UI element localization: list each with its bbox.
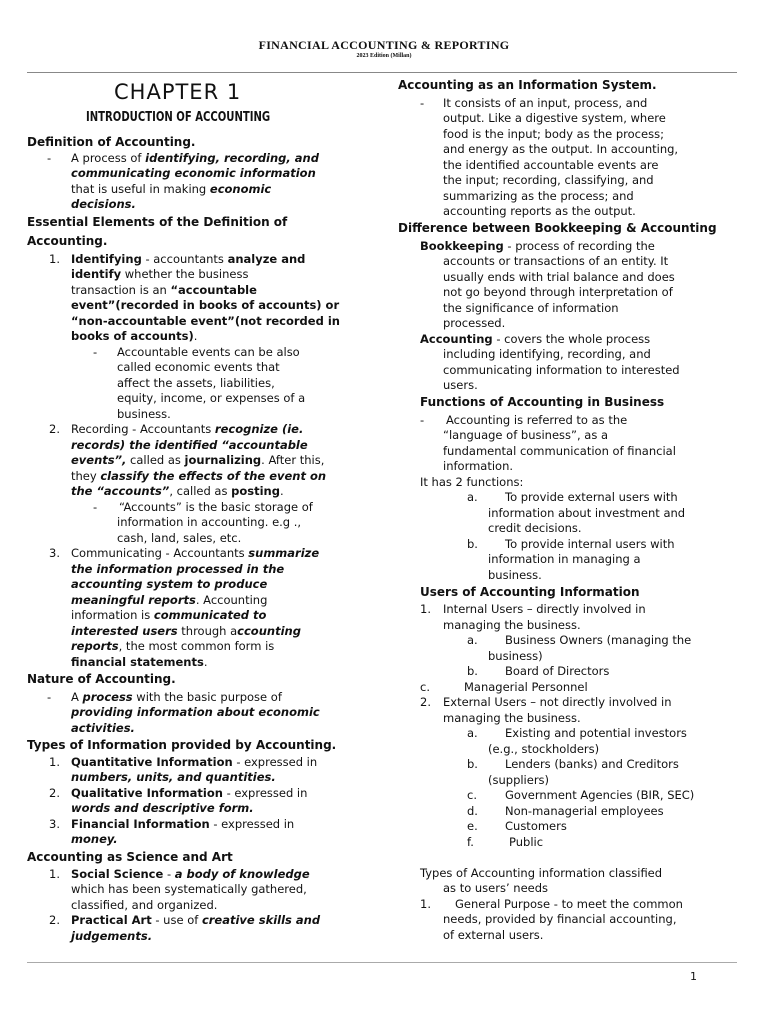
text-line: cash, land, sales, etc.	[117, 531, 242, 545]
list-letter: b.	[467, 757, 478, 771]
text-line: Non-managerial employees	[505, 804, 664, 818]
text-line: needs, provided by financial accounting,	[443, 912, 677, 926]
list-letter: a.	[467, 633, 478, 647]
text-line: as to users’ needs	[443, 881, 549, 895]
text-line: decisions.	[71, 197, 136, 211]
text-line: the identified accountable events are	[443, 158, 659, 172]
text-line: information about investment and	[488, 506, 686, 520]
list-number: 3.	[49, 546, 60, 560]
section-heading: Accounting as Science and Art	[27, 850, 233, 864]
text-line: Recording - Accountants recognize (ie.	[71, 422, 304, 436]
text-line: event”(recorded in books of accounts) or	[71, 298, 340, 312]
text-line: and energy as the output. In accounting,	[443, 142, 679, 156]
list-letter: d.	[467, 804, 478, 818]
list-number: 2.	[49, 913, 60, 927]
text-line: Financial Information - expressed in	[71, 817, 295, 831]
text-line: food is the input; body as the process;	[443, 127, 664, 141]
list-number: 2.	[420, 695, 431, 709]
list-number: 2.	[49, 786, 60, 800]
text-line: (suppliers)	[488, 773, 550, 787]
text-line: output. Like a digestive system, where	[443, 111, 666, 125]
list-number: 3.	[49, 817, 60, 831]
text-line: fundamental communication of financial	[443, 444, 676, 458]
text-line: which has been systematically gathered,	[71, 882, 307, 896]
text-line: the “accounts”, called as posting.	[71, 484, 284, 498]
text-line: interested users through accounting	[71, 624, 301, 638]
text-line: business)	[488, 649, 543, 663]
text-line: (e.g., stockholders)	[488, 742, 600, 756]
text-line: affect the assets, liabilities,	[117, 376, 275, 390]
list-letter: c.	[420, 680, 430, 694]
text-line: A process of identifying, recording, and	[71, 151, 319, 165]
section-heading: Accounting as an Information System.	[398, 78, 657, 92]
list-letter: c.	[467, 788, 477, 802]
text-line: the input; recording, classifying, and	[443, 173, 654, 187]
text-line: meaningful reports. Accounting	[71, 593, 268, 607]
text-line: the information processed in the	[71, 562, 285, 576]
text-line: Board of Directors	[505, 664, 610, 678]
text-line: External Users – not directly involved in	[443, 695, 672, 709]
text-line: Practical Art - use of creative skills and	[71, 913, 321, 927]
header-rule	[27, 72, 737, 73]
text-line: users.	[443, 378, 478, 392]
text-line: “language of business”, as a	[443, 428, 609, 442]
list-letter: f.	[467, 835, 474, 849]
text-line: of external users.	[443, 928, 544, 942]
section-heading: Accounting.	[27, 234, 108, 248]
text-line: accounting reports as the output.	[443, 204, 636, 218]
section-heading: Types of Information provided by Accounting.	[27, 738, 337, 752]
list-number: 1.	[420, 897, 431, 911]
bullet-dash: -	[93, 345, 98, 359]
section-heading: Users of Accounting Information	[420, 585, 640, 599]
text-line: judgements.	[71, 929, 153, 943]
text-line: identify whether the business	[71, 267, 249, 281]
text-line: communicating information to interested	[443, 363, 680, 377]
text-line: Bookkeeping - process of recording the	[420, 239, 655, 253]
section-heading: Nature of Accounting.	[27, 672, 176, 686]
bullet-dash: -	[420, 96, 425, 110]
list-number: 1.	[49, 867, 60, 881]
text-line: books of accounts).	[71, 329, 198, 343]
text-line: A process with the basic purpose of	[71, 690, 282, 704]
list-number: 1.	[420, 602, 431, 616]
list-number: 1.	[49, 252, 60, 266]
text-line: It consists of an input, process, and	[443, 96, 648, 110]
header-title: FINANCIAL ACCOUNTING & REPORTING	[258, 38, 510, 52]
section-heading: Difference between Bookkeeping & Accounting	[398, 221, 717, 235]
text-line: Identifying - accountants analyze and	[71, 252, 306, 266]
header-subtitle: 2023 Edition (Millan)	[356, 53, 412, 59]
list-letter: b.	[467, 664, 478, 678]
section-heading: Definition of Accounting.	[27, 135, 196, 149]
page-number: 1	[690, 970, 697, 983]
bullet-dash: -	[420, 413, 425, 427]
text-line: Accounting - covers the whole process	[420, 332, 651, 346]
text-line: not go beyond through interpretation of	[443, 285, 673, 299]
text-line: usually ends with trial balance and does	[443, 270, 675, 284]
text-line: Quantitative Information - expressed in	[71, 755, 318, 769]
text-line: communicating economic information	[71, 166, 316, 180]
text-line: including identifying, recording, and	[443, 347, 651, 361]
text-line: equity, income, or expenses of a	[117, 391, 306, 405]
list-letter: e.	[467, 819, 478, 833]
bullet-dash: -	[93, 500, 98, 514]
bullet-dash: -	[47, 690, 52, 704]
chapter-subtitle: INTRODUCTION OF ACCOUNTING	[86, 110, 271, 125]
text-line: reports, the most common form is	[71, 639, 275, 653]
text-line: information in managing a	[488, 552, 641, 566]
text-line: Types of Accounting information classified	[420, 866, 663, 880]
text-line: words and descriptive form.	[71, 801, 254, 815]
footer-rule	[27, 962, 737, 963]
text-line: General Purpose - to meet the common	[455, 897, 683, 911]
text-line: called economic events that	[117, 360, 280, 374]
text-line: It has 2 functions:	[420, 475, 524, 489]
text-line: credit decisions.	[488, 521, 582, 535]
text-line: summarizing as the process; and	[443, 189, 634, 203]
list-letter: a.	[467, 726, 478, 740]
chapter-title: CHAPTER 1	[114, 80, 242, 104]
text-line: accounting system to produce	[71, 577, 268, 591]
text-line: events”, called as journalizing. After this,	[71, 453, 325, 467]
text-line: information is communicated to	[71, 608, 267, 622]
text-line: Lenders (banks) and Creditors	[505, 757, 679, 771]
text-line: information.	[443, 459, 514, 473]
list-number: 1.	[49, 755, 60, 769]
text-line: they classify the effects of the event on	[71, 469, 327, 483]
text-line: Customers	[505, 819, 567, 833]
text-line: To provide external users with	[505, 490, 678, 504]
list-number: 2.	[49, 422, 60, 436]
text-line: accounts or transactions of an entity. It	[443, 254, 669, 268]
text-line: activities.	[71, 721, 135, 735]
text-line: business.	[488, 568, 542, 582]
section-heading: Essential Elements of the Definition of	[27, 215, 288, 229]
text-line: Government Agencies (BIR, SEC)	[505, 788, 695, 802]
text-line: Internal Users – directly involved in	[443, 602, 646, 616]
text-line: processed.	[443, 316, 506, 330]
text-line: Managerial Personnel	[464, 680, 588, 694]
text-line: To provide internal users with	[505, 537, 675, 551]
bullet-dash: -	[47, 151, 52, 165]
text-line: financial statements.	[71, 655, 208, 669]
text-line: Public	[509, 835, 544, 849]
text-line: “Accounts” is the basic storage of	[119, 500, 313, 514]
text-line: Social Science - a body of knowledge	[71, 867, 310, 881]
text-line: Business Owners (managing the	[505, 633, 692, 647]
list-letter: a.	[467, 490, 478, 504]
text-line: the significance of information	[443, 301, 619, 315]
text-line: transaction is an “accountable	[71, 283, 257, 297]
text-line: information in accounting. e.g .,	[117, 515, 302, 529]
text-line: Qualitative Information - expressed in	[71, 786, 308, 800]
text-line: records) the identified “accountable	[71, 438, 308, 452]
section-heading: Functions of Accounting in Business	[420, 395, 665, 409]
text-line: Accounting is referred to as the	[446, 413, 628, 427]
text-line: Communicating - Accountants summarize	[71, 546, 320, 560]
text-line: Accountable events can be also	[117, 345, 300, 359]
text-line: that is useful in making economic	[71, 182, 272, 196]
text-line: providing information about economic	[71, 705, 320, 719]
text-line: business.	[117, 407, 171, 421]
text-line: money.	[71, 832, 118, 846]
text-line: Existing and potential investors	[505, 726, 687, 740]
list-letter: b.	[467, 537, 478, 551]
text-line: numbers, units, and quantities.	[71, 770, 276, 784]
text-line: managing the business.	[443, 711, 581, 725]
text-line: “non-accountable event”(not recorded in	[71, 314, 340, 328]
text-line: classified, and organized.	[71, 898, 218, 912]
text-line: managing the business.	[443, 618, 581, 632]
